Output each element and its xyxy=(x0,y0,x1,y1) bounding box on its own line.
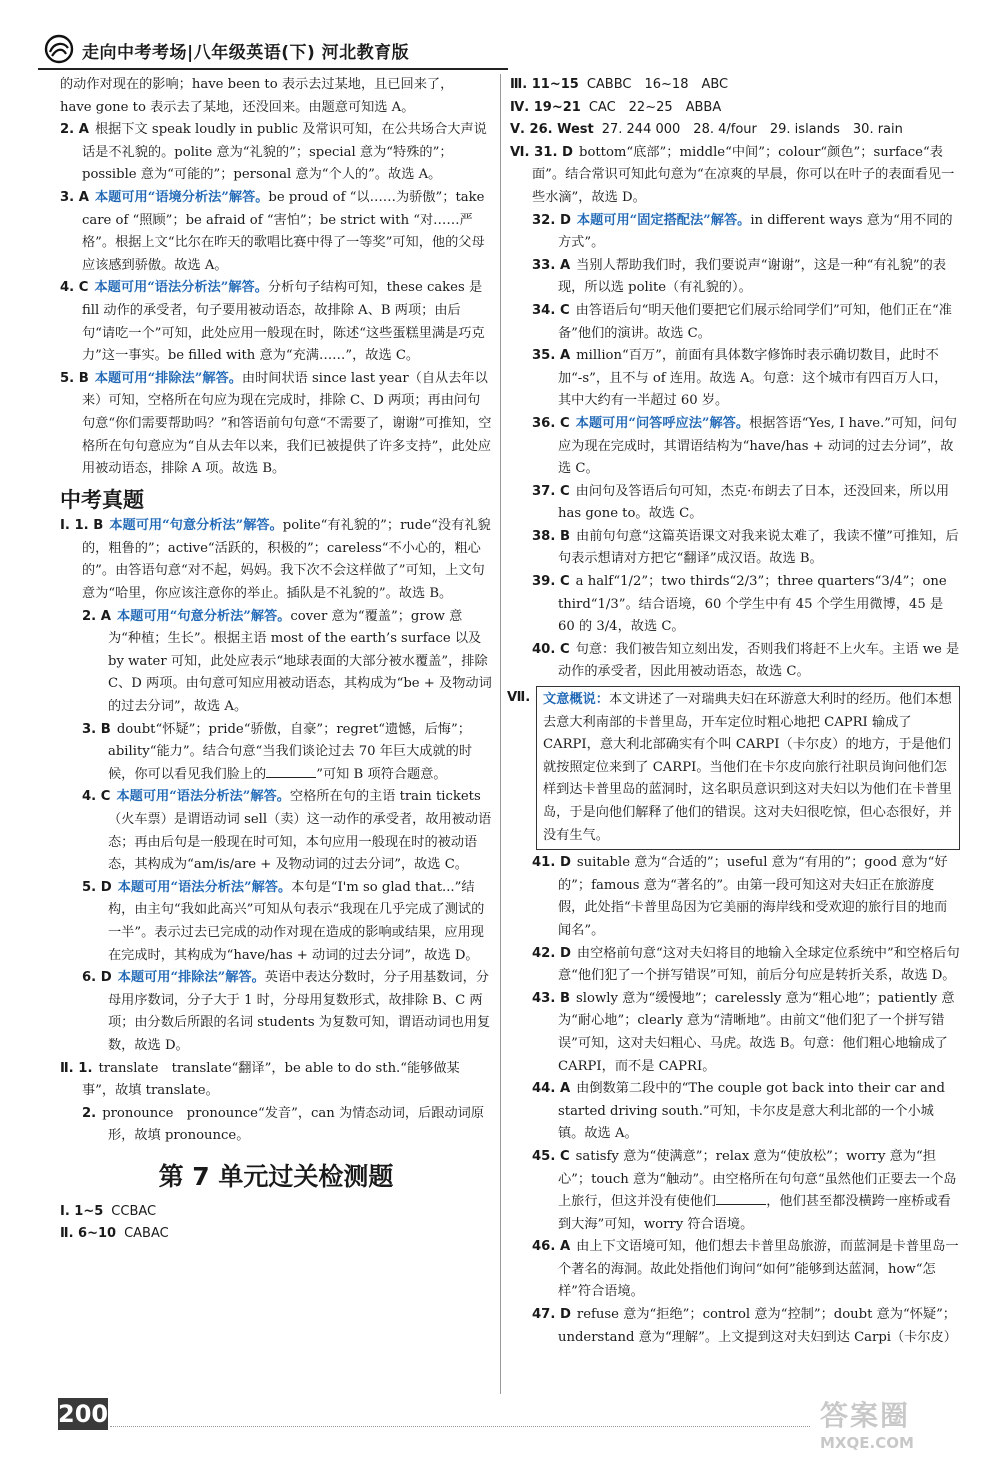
item-explanation: 分析句子结构可知，these cakes 是 fill 动作的承受者，句子要用被动语态，故排除 A、B 两项；由后句“请吃一个”可知，此处应用一般现在时，陈述“这些蛋糕里满是巧克力”这一事实。be filled with 意为“充满……”，故选 C。 xyxy=(82,280,485,364)
item-number: 43. B xyxy=(532,990,571,1006)
answer-item-46 xyxy=(510,1236,960,1304)
item-number: 44. A xyxy=(532,1081,571,1097)
item-explanation: suitable 意为“合适的”；useful 意为“有用的”；good 意为“好的”；famous 意为“著名的”。由第一段可知这对夫妇正在旅游度假，此处指“卡普里岛因为它美丽的海岸线和受欢迎的旅行目的地而闻名”。 xyxy=(558,855,948,938)
item-explanation: 根据下文 speak loudly in public 及常识可知，在公共场合大声说话是不礼貌的。polite 意为“礼貌的”；special 意为“特殊的”；possible 意为“可能的”；personal 意为“个人的”。故选 A。 xyxy=(82,122,487,183)
fill-blank xyxy=(716,1192,766,1205)
intro-line-1: 的动作对现在的影响；have been to 表示去过某地，且已回来了， xyxy=(60,77,454,92)
item-explanation: a half“1/2”；two thirds“2/3”；three quarters“3/4”；one third“1/3”。结合语境，60 个学生中有 45 个学生用微博，45 是 60 的 3/4，故选 C。 xyxy=(558,574,947,635)
answer-item-36 xyxy=(510,413,960,481)
item-explanation: polite“有礼貌的”；rude“没有礼貌的，粗鲁的”；active“活跃的，积极的”；careless“不小心的，粗心的”。由答语句意“对不起，妈妈。我下次不会这样做了”可知，上文句意为“哈里，你应该注意你的举止。插队是不礼貌的”。故选 B。 xyxy=(82,518,491,602)
item-number: Ⅱ. 1. xyxy=(60,1060,93,1076)
answer-values: 27. 244 000 28. 4/four 29. islands 30. rain xyxy=(601,122,903,138)
item-explanation-cont: ，他们甚至都没横跨一座桥或看到大海”可知，worry 符合语境。 xyxy=(558,1194,951,1232)
item-explanation: in different ways 意为“用不同的方式”。 xyxy=(558,212,953,251)
answer-item-35 xyxy=(510,345,960,413)
item-explanation: 当别人帮助我们时，我们要说声“谢谢”，这是一种“有礼貌”的表现，所以选 polite（有礼貌的）。 xyxy=(558,257,947,296)
item-number: 42. D xyxy=(532,945,571,961)
item-explanation: 由倒数第二段中的“The couple got back into their car and started driving south.”可知，卡尔皮是意大利北部的一个小城镇。故选 A。 xyxy=(558,1081,945,1142)
answer-item-39 xyxy=(510,571,960,639)
item-number: 5. D xyxy=(82,879,112,895)
answer-range: Ⅱ. 6~10 xyxy=(60,1226,117,1242)
answer-item-5 xyxy=(60,368,492,481)
answer-item-41 xyxy=(510,852,960,942)
method-hint: 本题可用“语法分析法”解答。 xyxy=(116,789,290,805)
item-number: Ⅵ. 31. D xyxy=(510,144,573,160)
zk-item-2 xyxy=(60,606,492,719)
zk-item-6 xyxy=(60,967,492,1057)
answer-values: CCBAC xyxy=(111,1203,157,1219)
item-number: 33. A xyxy=(532,257,571,273)
answer-item-45 xyxy=(510,1146,960,1236)
answer-line-iii xyxy=(510,74,960,97)
answer-item-42 xyxy=(510,943,960,988)
item-explanation: 由答语后句“明天他们要把它们展示给同学们”可知，他们正在“准备”他们的演讲。故选 C。 xyxy=(558,302,952,341)
answer-values: CABAC xyxy=(124,1226,169,1242)
method-hint: 本题可用“语法分析法”解答。 xyxy=(94,280,268,296)
answer-item-3 xyxy=(60,187,492,277)
footer-rule xyxy=(110,1426,810,1428)
item-number: 3. A xyxy=(60,189,89,205)
method-hint: 本题可用“句意分析法”解答。 xyxy=(116,608,291,624)
item-number: 2. A xyxy=(82,608,111,624)
answer-item-4 xyxy=(60,277,492,367)
header-title: 走向中考考场|八年级英语(下) 河北教育版 xyxy=(82,43,410,63)
item-explanation: doubt“怀疑”；pride“骄傲，自豪”；regret“遗憾，后悔”；ability“能力”。结合句意“当我们谈论过去 70 年巨大成就的时候，你可以看见我们脸上的 xyxy=(108,721,473,782)
answer-line-iv xyxy=(510,97,960,120)
item-number: 4. C xyxy=(60,280,89,296)
answer-values: CAC 22~25 ABBA xyxy=(588,99,722,115)
item-number: 2. A xyxy=(60,122,89,138)
item-explanation: 英语中表达分数时，分子用基数词，分母用序数词，分子大于 1 时，分母用复数形式，故排除 B、C 两项；由分数后所跟的名词 students 为复数可知，谓语动词也用复数，故选 D。 xyxy=(108,970,491,1053)
unit-test-title: 第 7 单元过关检测题 xyxy=(158,1161,394,1191)
item-explanation: 句意：我们被告知立刻出发，否则我们将赶不上火车。主语 we 是动作的承受者，因此用被动语态，故选 C。 xyxy=(558,641,960,680)
item-explanation-cont: ”可知 B 项符合题意。 xyxy=(316,766,447,782)
answer-item-40 xyxy=(510,639,960,684)
item-explanation: 由问句及答语后句可知，杰克·布朗去了日本，还没回来，所以用 has gone to。故选 C。 xyxy=(558,483,950,522)
item-number: 38. B xyxy=(532,528,571,544)
item-number: 34. C xyxy=(532,302,570,318)
right-column xyxy=(507,74,960,1349)
section-heading: 中考真题 xyxy=(60,487,144,512)
header-rule xyxy=(38,68,508,70)
unit-answer-line xyxy=(60,1223,492,1246)
item-number: 36. C xyxy=(532,415,570,431)
item-number: 39. C xyxy=(532,574,570,590)
item-explanation: 由时间状语 since last year（自从去年以来）可知，空格所在句应为现在完成时，排除 C、D 两项；再由问句句意“你们需要帮助吗？”和答语前句句意“不需要了，谢谢”可推知，空格所在句句意应为“自从去年以来，我们已被提供了许多支持”，此处应用被动语态，排除 A 项。故选 B。 xyxy=(82,370,492,477)
page-header xyxy=(38,30,968,70)
page-number: 200 xyxy=(58,1400,109,1428)
item-explanation: refuse 意为“拒绝”；control 意为“控制”；doubt 意为“怀疑”；understand 意为“理解”。上文提到这对夫妇到达 Carpi（卡尔皮） xyxy=(558,1307,957,1345)
item-explanation: cover 意为“覆盖”；grow 意为“种植；生长”。根据主语 most of the earth’s surface 以及 by water 可知，此处应表示“地球表面的大部分被水覆盖”，排除 C、D 两项。由句意可知应用被动语态，其构成为“be + 及物动词的过去分词”，故选 A。 xyxy=(108,608,492,715)
method-hint: 本题可用“问答呼应法”解答。 xyxy=(575,415,750,431)
item-number: 35. A xyxy=(532,348,571,364)
answer-item-2 xyxy=(60,119,492,187)
answer-item-33 xyxy=(510,255,960,300)
passage-summary-box xyxy=(507,686,960,850)
answer-item-44 xyxy=(510,1078,960,1146)
item-number: 37. C xyxy=(532,483,570,499)
zk-item-4 xyxy=(60,786,492,876)
answer-item-47 xyxy=(510,1304,960,1349)
item-explanation: satisfy 意为“使满意”；relax 意为“使放松”；worry 意为“担心”；touch 意为“触动”。由空格所在句句意“虽然他们正要去一个岛上旅行，但这并没有使他们 xyxy=(558,1148,957,1210)
item-number: 6. D xyxy=(82,970,112,986)
item-number: 5. B xyxy=(60,370,89,386)
item-number: 2. xyxy=(82,1105,97,1121)
item-number: 3. B xyxy=(82,721,111,737)
item-explanation: 空格所在句的主语 train tickets（火车票）是谓语动词 sell（卖）这一动作的承受者，故用被动语态；再由后句是一般现在时可知，本句应用一般现在时的被动语态，其构成为“am/is/are + 及物动词的过去分词”，故选 C。 xyxy=(108,789,492,873)
method-hint: 本题可用“排除法”解答。 xyxy=(117,970,265,986)
summary-title: 文意概说： xyxy=(543,692,609,708)
answer-item-34 xyxy=(510,300,960,345)
fill-blank xyxy=(266,765,316,778)
answer-item-31 xyxy=(510,142,960,210)
answer-item-38 xyxy=(510,526,960,571)
answer-range: Ⅴ. 26. West xyxy=(510,122,594,138)
method-hint: 本题可用“排除法”解答。 xyxy=(94,370,242,386)
answer-range: Ⅳ. 19~21 xyxy=(510,99,581,115)
method-hint: 本题可用“语法分析法”解答。 xyxy=(117,879,292,895)
watermark-url: MXQE.COM xyxy=(820,1434,914,1452)
answer-range: Ⅲ. 11~15 xyxy=(510,77,579,92)
item-number: 41. D xyxy=(532,855,571,871)
answer-item-43 xyxy=(510,988,960,1078)
method-hint: 本题可用“固定搭配法”解答。 xyxy=(576,212,751,228)
item-number: 46. A xyxy=(532,1239,571,1255)
item-explanation: bottom“底部”；middle“中间”；colour“颜色”；surface“表面”。结合常识可知此句意为“在凉爽的早晨，你可以在叶子的表面看见一些水滴”，故选 D。 xyxy=(532,144,955,205)
zk-item-3 xyxy=(60,719,492,787)
item-number: 32. D xyxy=(532,212,571,228)
item-explanation: 本句是“I'm so glad that...”结构，由主句“我如此高兴”可知从句表示“我现在几乎完成了测试的一半”。表示过去已完成的动作对现在造成的影响或结果，应用现在完成时，其构成为“have/has + 动词的过去分词”，故选 D。 xyxy=(108,879,485,963)
watermark-text: 答案圈 xyxy=(820,1399,911,1432)
section-label: Ⅶ. xyxy=(507,690,531,706)
item-explanation: be proud of “以……为骄傲”；take care of “照顾”；be afraid of “害怕”；be strict with “对……严格”。根据上文“比尔在昨天的歌唱比赛中得了一等奖”可知，他的父母应该感到骄傲。故选 A。 xyxy=(82,189,485,273)
method-hint: 本题可用“语境分析法”解答。 xyxy=(94,189,269,205)
item-explanation: pronounce pronounce“发音”，can 为情态动词，后跟动词原形，故填 pronounce。 xyxy=(102,1105,485,1144)
book-logo-icon xyxy=(44,34,74,64)
answer-item-32 xyxy=(510,210,960,255)
item-number: 45. C xyxy=(532,1148,570,1164)
item-number: 47. D xyxy=(532,1307,571,1323)
item-explanation: 由上下文语境可知，他们想去卡普里岛旅游，而蓝洞是卡普里岛一个著名的海洞。故此处指他们询问“如何”能够到达蓝洞，how“怎样”符合语境。 xyxy=(558,1239,959,1300)
item-number: 40. C xyxy=(532,641,570,657)
item-number: Ⅰ. 1. B xyxy=(60,518,104,534)
zk-item-5 xyxy=(60,877,492,967)
answer-item-37 xyxy=(510,481,960,526)
left-column xyxy=(60,74,492,1246)
zk-item-1 xyxy=(60,515,492,605)
item-explanation: 根据答语“Yes, I have.”可知，问句应为现在完成时，其谓语结构为“have/has + 动词的过去分词”，故选 C。 xyxy=(558,415,957,477)
zk-item-ii-1 xyxy=(60,1058,492,1103)
intro-line-2: have gone to 表示去了某地，还没回来。由题意可知选 A。 xyxy=(60,99,415,115)
item-explanation: 由前句句意“这篇英语课文对我来说太难了，我读不懂”可推知，后句表示想请对方把它“翻译”成汉语。故选 B。 xyxy=(558,528,959,567)
item-explanation: translate translate“翻译”，be able to do sth.“能够做某事”，故填 translate。 xyxy=(82,1060,460,1099)
method-hint: 本题可用“句意分析法”解答。 xyxy=(109,518,283,534)
item-explanation: slowly 意为“缓慢地”；carelessly 意为“粗心地”；patiently 意为“耐心地”；clearly 意为“清晰地”。由前文“他们犯了一个拼写错误”可知，这对夫妇粗心、马虎。故选 B。句意：他们粗心地输成了 CARPI，而不是 CAPRI。 xyxy=(558,990,955,1074)
summary-text: 本文讲述了一对瑞典夫妇在环游意大利时的经历。他们本想去意大利南部的卡普里岛，开车定位时粗心地把 CAPRI 输成了 CARPI，意大利北部确实有个叫 CARPI（卡尔皮）的地方，于是他们就按照定位来到了 CARPI。当他们在卡尔皮向旅行社职员询问他们怎样到达卡普里岛的蓝洞时，这名职员意识到这对夫妇以为他们在卡普里岛，于是向他们解释了他们的错误。这对夫妇很吃惊，但心态很好，并没有生气。 xyxy=(543,692,952,843)
answer-line-v xyxy=(510,119,960,142)
zk-item-ii-2 xyxy=(60,1103,492,1148)
item-number: 4. C xyxy=(82,789,111,805)
answer-range: Ⅰ. 1~5 xyxy=(60,1203,104,1219)
column-divider xyxy=(500,74,501,1394)
item-explanation: 由空格前句意“这对夫妇将目的地输入全球定位系统中”和空格后句意“他们犯了一个拼写错误”可知，前后分句应是转折关系，故选 D。 xyxy=(558,945,960,984)
answer-values: CABBC 16~18 ABC xyxy=(586,77,729,92)
item-explanation: million“百万”，前面有具体数字修饰时表示确切数目，此时不加“-s”，且不与 of 连用。故选 A。句意：这个城市有四百万人口，其中大约有一半超过 60 岁。 xyxy=(558,348,948,409)
unit-answer-line xyxy=(60,1201,492,1224)
watermark xyxy=(820,1394,970,1454)
